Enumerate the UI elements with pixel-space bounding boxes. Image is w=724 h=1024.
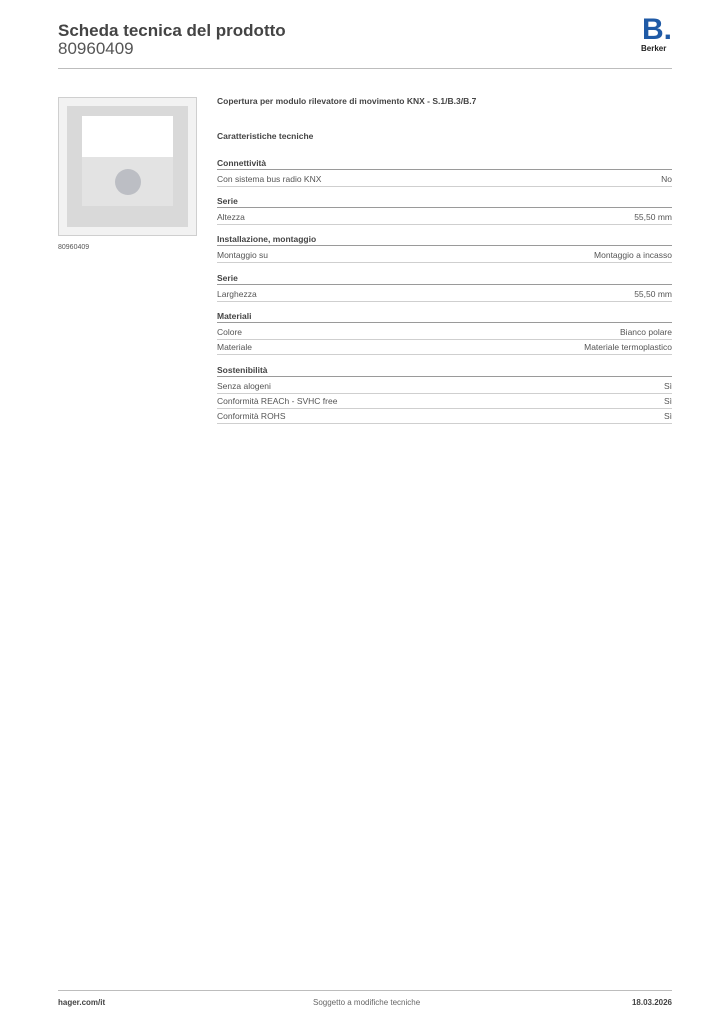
spec-value: No bbox=[661, 174, 672, 184]
footer-date: 18.03.2026 bbox=[631, 998, 672, 1007]
cover-plate bbox=[67, 106, 188, 227]
spec-label: Conformità REACh - SVHC free bbox=[217, 396, 338, 406]
footer-site-link[interactable]: hager.com/it bbox=[58, 998, 106, 1007]
footer-divider bbox=[58, 990, 672, 991]
spec-group-installazione bbox=[217, 233, 672, 263]
spec-value: 55,50 mm bbox=[634, 289, 672, 299]
spec-label: Materiale bbox=[217, 342, 252, 352]
spec-row bbox=[217, 379, 672, 394]
spec-value: Sì bbox=[663, 396, 672, 406]
spec-row bbox=[217, 394, 672, 409]
header-divider bbox=[58, 68, 672, 69]
spec-value: Materiale termoplastico bbox=[584, 342, 672, 352]
spec-label: Altezza bbox=[217, 212, 245, 222]
spec-value: Bianco polare bbox=[620, 327, 672, 337]
spec-row bbox=[217, 340, 672, 355]
spec-group-title: Sostenibilità bbox=[217, 364, 672, 377]
spec-value: Sì bbox=[663, 411, 672, 421]
image-caption: 80960409 bbox=[58, 244, 90, 251]
spec-label: Con sistema bus radio KNX bbox=[217, 174, 322, 184]
product-image bbox=[58, 97, 197, 236]
spec-label: Larghezza bbox=[217, 289, 257, 299]
berker-logo bbox=[640, 13, 674, 56]
specs-title: Caratteristiche tecniche bbox=[217, 131, 314, 141]
spec-row bbox=[217, 325, 672, 340]
spec-value: Montaggio a incasso bbox=[594, 250, 672, 260]
spec-label: Montaggio su bbox=[217, 250, 269, 260]
spec-row bbox=[217, 210, 672, 225]
spec-row bbox=[217, 409, 672, 424]
page-title: Scheda tecnica del prodotto bbox=[58, 21, 286, 40]
spec-value: 55,50 mm bbox=[634, 212, 672, 222]
spec-group-title: Serie bbox=[217, 272, 672, 285]
spec-label: Conformità ROHS bbox=[217, 411, 286, 421]
sensor-lens-icon bbox=[115, 169, 141, 195]
spec-group-title: Installazione, montaggio bbox=[217, 233, 672, 246]
spec-group-serie-larghezza bbox=[217, 272, 672, 302]
cover-insert bbox=[82, 116, 173, 206]
spec-row bbox=[217, 248, 672, 263]
spec-value: Sì bbox=[663, 381, 672, 391]
spec-row bbox=[217, 287, 672, 302]
product-code: 80960409 bbox=[58, 39, 134, 58]
footer-note: Soggetto a modifiche tecniche bbox=[313, 998, 421, 1007]
spec-group-title: Serie bbox=[217, 195, 672, 208]
logo-text: Berker bbox=[641, 44, 667, 53]
spec-group-title: Connettività bbox=[217, 157, 672, 170]
spec-row bbox=[217, 172, 672, 187]
spec-group-connettivita bbox=[217, 157, 672, 187]
spec-group-title: Materiali bbox=[217, 310, 672, 323]
product-name: Copertura per modulo rilevatore di movimento KNX - S.1/B.3/B.7 bbox=[217, 96, 477, 106]
logo-mark: B. bbox=[642, 13, 672, 46]
spec-group-sostenibilita bbox=[217, 364, 672, 424]
spec-label: Senza alogeni bbox=[217, 381, 271, 391]
spec-label: Colore bbox=[217, 327, 243, 337]
spec-group-materiali bbox=[217, 310, 672, 355]
sensor-window bbox=[82, 116, 173, 157]
spec-group-serie-altezza bbox=[217, 195, 672, 225]
